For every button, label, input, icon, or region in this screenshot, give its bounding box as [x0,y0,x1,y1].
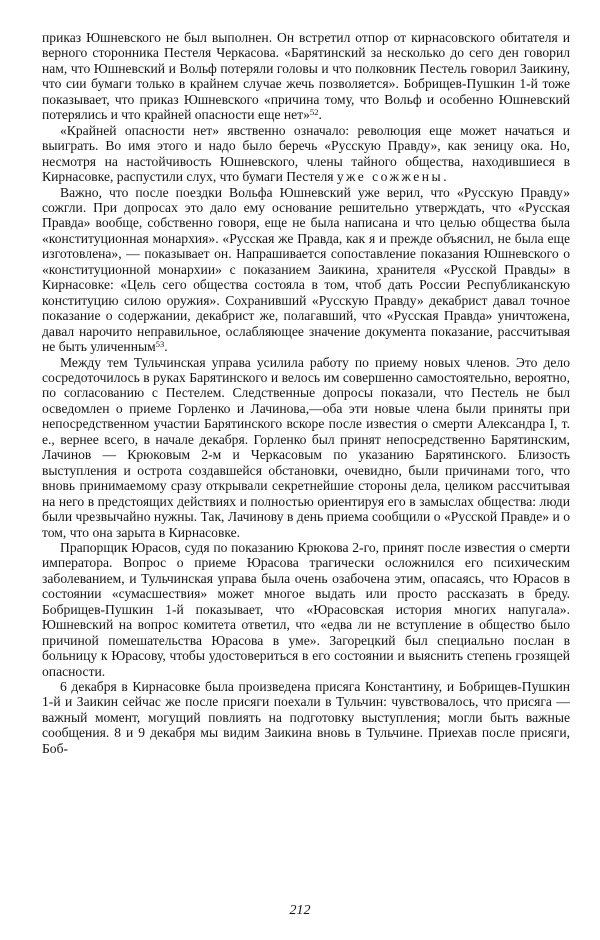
body-text [42,30,570,756]
paragraph-text: . [318,107,322,123]
page-number: 212 [289,903,311,918]
paragraph-text: Важно, что после поездки Вольфа Юшневский уже верил, что «Русскую Правду» сожгли. При допросах это дало ему основание решительно утверждать, что «Русская Правда» вообще, собственно говоря, еще не была написана и что целью общества была «конституционная монархия». «Русская же Правда, как я и прежде объяснил, не была еще изготовлена», — показывает он. Напрашивается сопоставление показания Юшневского о «конституционной монархии» с показанием Заикина, хранителя «Русской Правды» в Кирнасовке: «Цель сего общества состояла в том, чтоб дать России Республиканскую конституцию силою оружия». Сохранивший «Русскую Правду» декабрист давал точное показание о содержании, декабрист же, полагавший, что «Русская Правда» уничтожена, давал нарочито неправильное, ослабляющее значение документа показание, рассчитывая не быть уличенным [42,184,570,355]
paragraph-2 [42,123,570,185]
paragraph-text: приказ Юшневского не был выполнен. Он встретил отпор от кирнасовского обитателя и верного сторонника Пестеля Черкасова. «Барятинский за несколько до сего ден говорил нам, что Юшневский и Вольф потеряли головы и что полковник Пестель говорил Заикину, что сии бумаги только в крайнем случае жечь позволяется». Бобрищев-Пушкин 1-й тоже показывает, что приказ Юшневского «причина тому, что Вольф и особенно Юшневский потерялись и что крайней опасности еще нет» [42,30,570,123]
paragraph-4 [42,355,570,540]
emphasis-text: уже сожжены [336,169,444,185]
paragraph-3 [42,185,570,355]
footnote-ref-53: 53 [155,339,165,350]
paragraph-6 [42,679,570,756]
paragraph-text: Прапорщик Юрасов, судя по показанию Крюкова 2-го, принят после известия о смерти императора. Вопрос о приеме Юрасова трагически осложнился его психическим заболеванием, и Тульчинская управа была очень озабочена этим, опасаясь, что Юрасов в состоянии «сумасшествия» может многое выдать или просто рассказать в бреду. Бобрищев-Пушкин 1-й показывает, что «Юрасовская история многих напугала». Юшневский на вопрос комитета ответил, что «едва ли не вступление в общество было причиной помешательства Юрасова в уме». Загорецкий был специально послан в больницу к Юрасову, чтобы удостовериться в его состоянии и выяснить степень грозящей опасности. [42,539,570,679]
footnote-ref-52: 52 [309,107,319,118]
paragraph-text: «Крайней опасности нет» явственно означало: революция еще может начаться и выиграть. Во имя этого и надо было беречь «Русскую Правду», как зеницу ока. Но, несмотря на настойчивость Юшневского, члены тайного общества, находившиеся в Кирнасовке, распустили слух, что бумаги Пестеля [42,122,570,185]
paragraph-text: 6 декабря в Кирнасовке была произведена присяга Константину, и Бобрищев-Пушкин 1-й и Заикин сейчас же после присяги поехали в Тульчин: чувствовалось, что присяга — важный момент, могущий повлиять на подготовку выступления; могли быть важные сообщения. 8 и 9 декабря мы видим Заикина вновь в Тульчине. Приехав после присяги, Боб- [42,679,570,756]
paragraph-text: . [443,169,447,185]
paragraph-text: . [164,339,168,355]
paragraph-1 [42,30,570,123]
paragraph-text: Между тем Тульчинская управа усилила работу по приему новых членов. Это дело сосредоточилось в руках Барятинского и велось им совершенно самостоятельно, вероятно, по согласованию с Пестелем. Следственные допросы показали, что Пестель не был осведомлен о приеме Горленко и Лачинова,—оба эти новые члена были приняты при непосредственном участии Барятинского вскоре после известия о смерти Александра I, т. е., вернее всего, в начале декабря. Горленко был принят непосредственно Барятинским, Лачинов — Крюковым 2-м и Черкасовым по указанию Барятинского. Близость выступления и острота создавшейся обстановки, очевидно, были причинами того, что вновь принимаемому сразу открывали секретнейшие стороны дела, целиком рассчитывая на него в предстоящих действиях и полностью ориентируя его в замыслах общества: люди были чрезвычайно нужны. Так, Лачинову в день приема сообщили о «Русской Правде» и о том, что она зарыта в Кирнасовке. [42,354,570,540]
paragraph-5 [42,540,570,679]
